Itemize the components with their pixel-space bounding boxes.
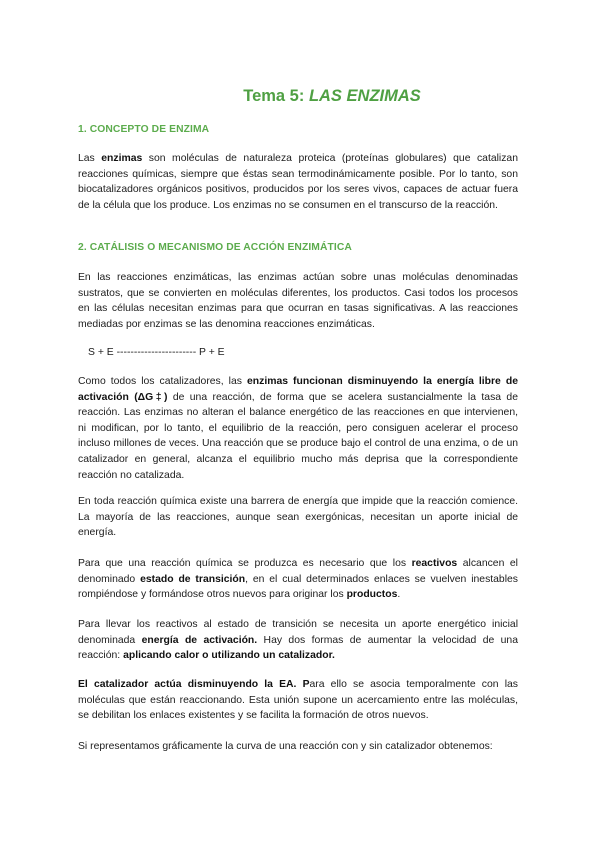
text-run: Las — [78, 153, 102, 164]
bold-text-run: enzimas — [101, 153, 143, 164]
bold-text-run: El catalizador actúa disminuyendo la EA. P — [78, 679, 310, 690]
paragraph-activation-energy — [78, 617, 518, 664]
text-run: ara ello se asocia temporalmente con las moléculas que están reaccionando. Esta unión supone un acercamiento entre las moléculas, se debilitan los enlaces existentes y se facilita la formación de otros nuevos. — [78, 679, 518, 722]
paragraph-transition-state — [78, 556, 518, 603]
paragraph-catalyst-effect — [78, 677, 518, 724]
text-run: , en el cual determinados enlaces se vuelven inestables rompiéndose y formándose otros nuevos para originar los — [78, 573, 518, 601]
bold-text-run: estado de transición — [140, 573, 246, 585]
text-run: alcancen el denominado — [78, 558, 518, 585]
text-run: de una reacción, de forma que se acelera sustancialmente la tasa de reacción. Las enzimas no alteran el balance energético de las reacciones en que intervienen, ni modifican, por lo tanto, el equilibrio de la reacción, pero consiguen acelerar el proceso incluso millones de veces. Una reacción que se produce bajo el control de una enzima, o de un catalizador en general, alcanza el equilibrio mucho más deprisa que la correspondiente reacción no catalizada. — [78, 391, 518, 481]
bold-text-run: energía de activación. — [141, 634, 258, 646]
text-run: Si representamos gráficamente la curva de una reacción con y sin catalizador obtenemos: — [78, 741, 493, 752]
text-run: Hay dos formas de aumentar la velocidad de una reacción: — [78, 634, 518, 662]
bold-text-run: enzimas funcionan disminuyendo la energía libre de activación (ΔG‡) — [78, 376, 518, 403]
text-run: Para llevar los reactivos al estado de transición se necesita un aporte energético inicial denominada — [78, 619, 518, 646]
paragraph-energy-barrier — [78, 494, 518, 541]
bold-text-run: reactivos — [411, 558, 458, 569]
page-title — [0, 87, 600, 106]
paragraph-reactions — [78, 270, 518, 332]
text-run: Como todos los catalizadores, las — [78, 376, 247, 387]
text-run: . — [397, 589, 401, 601]
text-run: Para que una reacción química se produzca es necesario que los — [78, 558, 412, 569]
paragraph-graph-intro — [78, 739, 518, 755]
section-2-heading: 2. CATÁLISIS O MECANISMO DE ACCIÓN ENZIMÁTICA — [78, 242, 352, 253]
text-run: son moléculas de naturaleza proteica (proteínas globulares) que catalizan reacciones químicas, siempre que éstas sean termodinámicamente posible. Por lo tanto, son biocatalizadores orgánicos positivos, producidos por los seres vivos, capaces de actuar fuera de la célula que los produce. Los enzimas no se consumen en el transcurso de la reacción. — [78, 153, 518, 211]
section-1-heading: 1. CONCEPTO DE ENZIMA — [78, 124, 210, 135]
paragraph-concept — [78, 151, 518, 213]
paragraph-catalysts — [78, 374, 518, 483]
title-italic: LAS ENZIMAS — [308, 87, 421, 105]
bold-text-run: productos — [346, 589, 398, 601]
text-run: En toda reacción química existe una barrera de energía que impide que la reacción comience. La mayoría de las reacciones, aunque sean exergónicas, necesitan un aporte inicial de energía. — [78, 496, 518, 539]
text-run: En las reacciones enzimáticas, las enzimas actúan sobre unas moléculas denominadas sustratos, que se convierten en moléculas diferentes, los productos. Casi todos los procesos en las células necesitan enzimas para que ocurran en tasas significativas. A las reacciones mediadas por enzimas se las denomina reacciones enzimáticas. — [78, 272, 518, 330]
bold-text-run: aplicando calor o utilizando un catalizador. — [123, 650, 335, 662]
title-prefix: Tema 5: — [243, 87, 309, 105]
reaction-equation: S + E ----------------------- P + E — [88, 347, 225, 358]
